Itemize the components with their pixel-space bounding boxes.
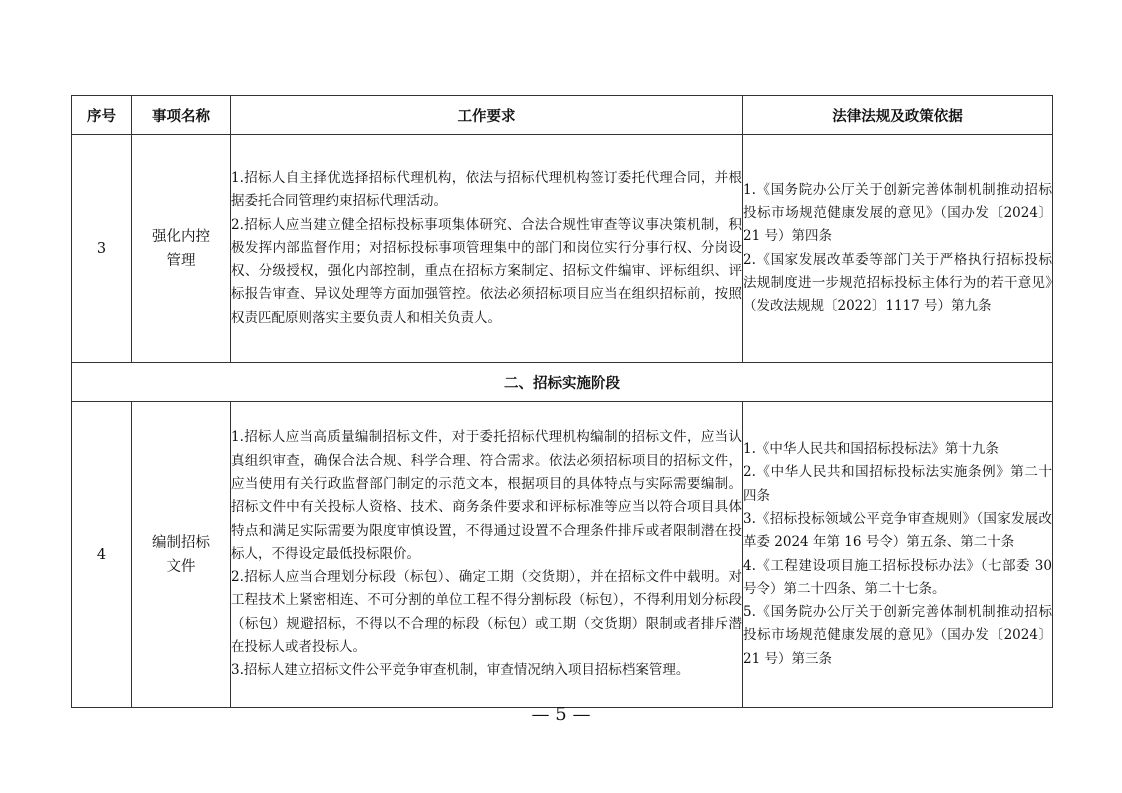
header-legal-basis: 法律法规及政策依据 xyxy=(743,96,1053,135)
header-requirements: 工作要求 xyxy=(231,96,743,135)
row-serial: 4 xyxy=(72,402,132,708)
basis-entry: 5.《国务院办公厅关于创新完善体制机制推动招标投标市场规范健康发展的意见》（国办发〔2024〕21 号）第三条 xyxy=(743,604,1052,667)
page-number: — 5 — xyxy=(531,704,591,725)
requirement-paragraph: 1.招标人应当高质量编制招标文件，对于委托招标代理机构编制的招标文件，应当认真组织审查，确保合法合规、科学合理、符合需求。依法必须招标项目的招标文件，应当使用有关行政监督部门制定的示范文本，根据项目的具体特点与实际需要编制。招标文件中有关投标人资格、技术、商务条件要求和评标标准等应当以符合项目具体特点和满足实际需要为限度审慎设置，不得通过设置不合理条件排斥或者限制潜在投标人，不得设定最低投标限价。 xyxy=(231,429,742,562)
item-name-text: 强化内控 管理 xyxy=(152,228,210,269)
basis-entry: 4.《工程建设项目施工招标投标办法》（七部委 30 号令）第二十四条、第二十七条。 xyxy=(743,557,1052,597)
header-item-name: 事项名称 xyxy=(132,96,231,135)
table-header-row xyxy=(72,96,1053,135)
row-legal-basis xyxy=(743,135,1053,363)
requirements-table xyxy=(71,95,1053,708)
basis-entry: 1.《国务院办公厅关于创新完善体制机制推动招标投标市场规范健康发展的意见》（国办发〔2024〕21 号）第四条 xyxy=(743,181,1052,245)
table-row xyxy=(72,135,1053,363)
row-requirements xyxy=(231,402,743,708)
row-serial: 3 xyxy=(72,135,132,363)
item-name-text: 编制招标 文件 xyxy=(152,534,210,575)
requirement-paragraph: 1.招标人自主择优选择招标代理机构，依法与招标代理机构签订委托代理合同，并根据委托合同管理约束招标代理活动。 xyxy=(231,169,742,210)
row-item-name xyxy=(132,402,231,708)
row-legal-basis xyxy=(743,402,1053,708)
requirement-paragraph: 3.招标人建立招标文件公平竞争审查机制，审查情况纳入项目招标档案管理。 xyxy=(231,662,690,679)
basis-entry: 1.《中华人民共和国招标投标法》第十九条 xyxy=(743,441,999,458)
basis-entry: 2.《国家发展改革委等部门关于严格执行招标投标法规制度进一步规范招标投标主体行为的若干意见》（发改法规规〔2022〕1117 号）第九条 xyxy=(743,251,1052,315)
requirement-paragraph: 2.招标人应当建立健全招标投标事项集体研究、合法合规性审查等议事决策机制，积极发挥内部监督作用；对招标投标事项管理集中的部门和岗位实行分事行权、分岗设权、分级授权，强化内部控制，重点在招标方案制定、招标文件编审、评标组织、评标报告审查、异议处理等方面加强管控。依法必须招标项目应当在组织招标前，按照权责匹配原则落实主要负责人和相关负责人。 xyxy=(231,216,742,326)
header-serial: 序号 xyxy=(72,96,132,135)
basis-entry: 2.《中华人民共和国招标投标法实施条例》第二十四条 xyxy=(743,464,1052,504)
row-item-name xyxy=(132,135,231,363)
basis-entry: 3.《招标投标领域公平竞争审查规则》（国家发展改革委 2024 年第 16 号令）第五条、第二十条 xyxy=(743,510,1052,551)
section-row xyxy=(72,363,1053,402)
requirement-paragraph: 2.招标人应当合理划分标段（标包）、确定工期（交货期），并在招标文件中载明。对工程技术上紧密相连、不可分割的单位工程不得分割标段（标包），不得利用划分标段（标包）规避招标，不得以不合理的标段（标包）或工期（交货期）限制或者排斥潜在投标人或者投标人。 xyxy=(231,569,742,656)
section-title: 二、招标实施阶段 xyxy=(72,363,1053,402)
table-row xyxy=(72,402,1053,708)
row-requirements xyxy=(231,135,743,363)
